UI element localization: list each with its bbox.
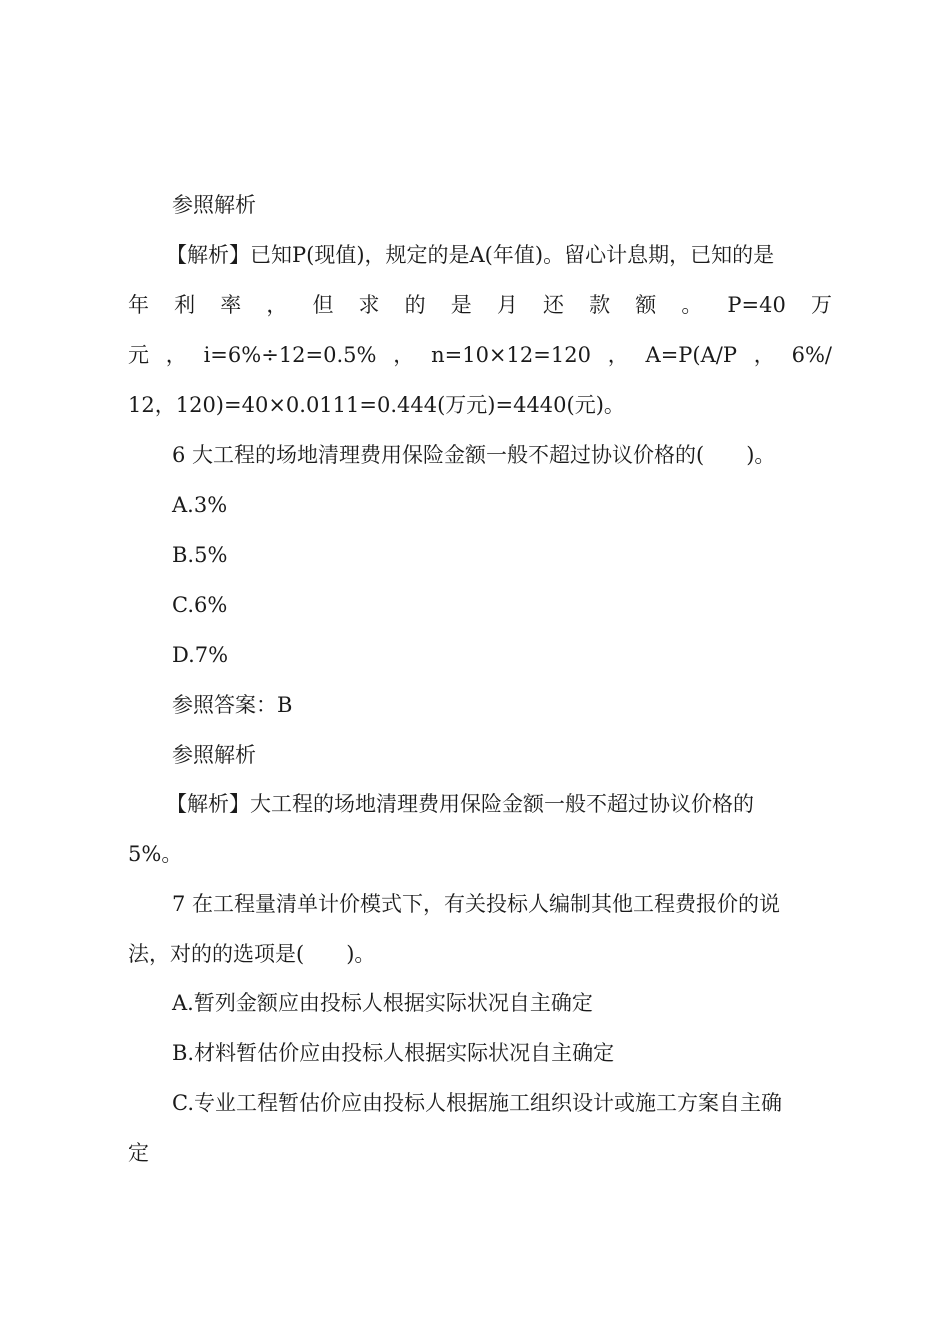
justified-token: 元	[128, 343, 149, 367]
question-6-stem: 6 大工程的场地清理费用保险金额一般不超过协议价格的( )。	[172, 443, 776, 467]
justified-token: 年	[128, 293, 149, 317]
analysis-heading: 参照解析	[172, 193, 256, 217]
question-6-answer: 参照答案：B	[172, 693, 293, 717]
analysis-line-1: 【解析】已知P(现值)，规定的是A(年值)。留心计息期，已知的是	[166, 243, 775, 267]
question-7-stem-line-2: 法，对的的选项是( )。	[128, 942, 376, 966]
justified-token: 但	[312, 293, 334, 317]
justified-token: 率	[220, 293, 242, 317]
question-6-analysis-heading: 参照解析	[172, 743, 256, 767]
justified-token: 款	[589, 293, 611, 317]
question-7-option-b: B.材料暂估价应由投标人根据实际状况自主确定	[172, 1041, 615, 1065]
justified-token: 。	[681, 293, 703, 317]
justified-token: i=6%÷12=0.5%	[203, 343, 377, 367]
justified-token: 万	[810, 293, 832, 317]
question-7-option-c-continuation: 定	[128, 1141, 149, 1165]
question-7-stem-line-1: 7 在工程量清单计价模式下，有关投标人编制其他工程费报价的说	[172, 892, 781, 916]
question-6-option-d: D.7%	[172, 643, 229, 667]
justified-token: P=40	[727, 293, 786, 317]
justified-token: ，	[165, 343, 187, 367]
question-6-option-c: C.6%	[172, 593, 228, 617]
justified-token: A=P(A/P	[645, 343, 737, 367]
question-6-analysis-line-1: 【解析】大工程的场地清理费用保险金额一般不超过协议价格的	[166, 792, 754, 816]
justified-token: 求	[358, 293, 380, 317]
justified-token: 6%/	[791, 343, 832, 367]
question-7-option-c: C.专业工程暂估价应由投标人根据施工组织设计或施工方案自主确	[172, 1091, 782, 1115]
analysis-line-4: 12，120)=40×0.0111=0.444(万元)=4440(元)。	[128, 393, 625, 417]
justified-token: 月	[496, 293, 518, 317]
justified-token: 还	[542, 293, 564, 317]
justified-token: 额	[635, 293, 657, 317]
justified-token: 是	[450, 293, 472, 317]
justified-token: ，	[393, 343, 415, 367]
justified-token: ，	[607, 343, 629, 367]
question-6-analysis-line-2: 5%。	[128, 842, 183, 866]
justified-token: n=10×12=120	[431, 343, 591, 367]
justified-token: 利	[174, 293, 196, 317]
justified-token: ，	[266, 293, 288, 317]
justified-token: 的	[404, 293, 426, 317]
question-6-option-a: A.3%	[172, 493, 228, 517]
analysis-line-2	[128, 291, 832, 319]
question-7-option-a: A.暂列金额应由投标人根据实际状况自主确定	[172, 991, 593, 1015]
justified-token: ，	[753, 343, 775, 367]
question-6-option-b: B.5%	[172, 543, 228, 567]
analysis-line-3	[128, 341, 832, 369]
